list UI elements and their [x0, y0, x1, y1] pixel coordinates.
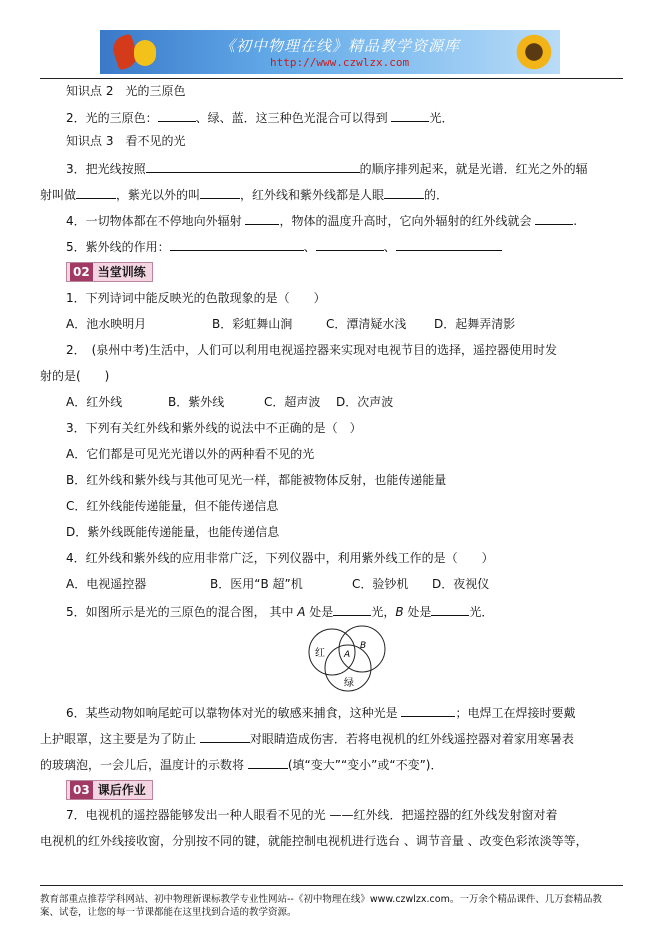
answer-blank — [158, 108, 196, 122]
exercise-6-line-2: 上护眼罩，这主要是为了防止 对眼睛造成伤害．若将电视机的红外线遥控器对着家用寒暑表 — [40, 729, 574, 747]
green-label: 绿 — [344, 678, 354, 689]
option-a: A．红外线 — [66, 395, 123, 409]
question-3-line-2: 射叫做 ，紫光以外的叫 ，红外线和紫外线都是人眼 的． — [40, 185, 448, 203]
answer-blank — [76, 185, 116, 199]
banner-url: http://www.czwlzx.com — [270, 56, 410, 69]
answer-blank — [200, 729, 250, 743]
answer-blank — [431, 602, 469, 616]
label-b: B — [360, 641, 367, 651]
answer-blank — [146, 159, 360, 173]
header-rule — [40, 78, 623, 79]
exercise-1-options — [66, 316, 515, 332]
exercise-3-stem: 3．下列有关红外线和紫外线的说法中不正确的是（ ） — [66, 421, 362, 435]
answer-blank — [333, 602, 371, 616]
option-c: C．超声波 — [264, 395, 321, 409]
color-mixing-diagram — [302, 624, 402, 692]
option-a: A．电视遥控器 — [66, 577, 147, 591]
footer-line-1: 教育部重点推荐学科网站、初中物理新课标教学专业性网站--《初中物理在线》www.czwlzx.com。一万余个精品课件、几万套精品教 — [40, 894, 602, 905]
exercise-3-option-b: B．红外线和紫外线与其他可见光一样，都能被物体反射，也能传递能量 — [66, 473, 447, 487]
answer-blank — [535, 211, 573, 225]
answer-blank — [401, 703, 455, 717]
answer-blank — [396, 237, 502, 251]
label-a: A — [344, 650, 351, 660]
logo-accent-icon — [134, 40, 156, 66]
option-b: B．紫外线 — [168, 395, 225, 409]
sunflower-icon — [514, 32, 554, 72]
exercise-2-stem-line-1: 2． (泉州中考)生活中，人们可以利用电视遥控器来实现对电视节目的选择，遥控器使用时发 — [66, 343, 558, 357]
footer-rule — [40, 885, 623, 886]
option-d: D．夜视仪 — [432, 577, 490, 591]
exercise-3-option-d: D．紫外线既能传递能量，也能传递信息 — [66, 525, 280, 539]
section-label: 课后作业 — [97, 783, 146, 797]
footer-line-2: 案、试卷，让您的每一节课都能在这里找到合适的教学资源。 — [40, 907, 297, 918]
red-label: 红 — [315, 648, 325, 659]
exercise-7-line-1: 7．电视机的遥控器能够发出一种人眼看不见的光 ——红外线．把遥控器的红外线发射窗对着 — [66, 808, 558, 822]
answer-blank — [170, 237, 304, 251]
knowledge-point-2-heading: 知识点 2 光的三原色 — [66, 84, 186, 98]
exercise-5: 5．如图所示是光的三原色的混合图， 其中 A 处是 光，B 处是 光． — [66, 602, 493, 620]
question-3-line-1: 3．把光线按照 的顺序排列起来，就是光谱．红光之外的辐 — [66, 159, 588, 177]
exercise-4-options — [66, 576, 489, 592]
banner-title: 《初中物理在线》精品教学资源库 — [220, 37, 461, 55]
answer-blank — [248, 755, 288, 769]
exercise-3-option-a: A．它们都是可见光光谱以外的两种看不见的光 — [66, 447, 315, 461]
answer-blank — [200, 185, 240, 199]
answer-blank — [245, 211, 279, 225]
exercise-2-stem-line-2: 射的是( ) — [40, 369, 110, 383]
header-banner — [100, 30, 560, 74]
option-c: C．潭清疑水浅 — [326, 317, 407, 331]
option-b: B．医用“B 超”机 — [210, 577, 303, 591]
option-c: C．验钞机 — [352, 577, 409, 591]
footer-note — [40, 893, 630, 919]
option-d: D．起舞弄清影 — [434, 317, 516, 331]
exercise-3-option-c: C．红外线能传递能量，但不能传递信息 — [66, 499, 279, 513]
section-header-02 — [66, 262, 153, 282]
section-header-03 — [66, 780, 153, 800]
exercise-6-line-1: 6．某些动物如响尾蛇可以靠物体对光的敏感来捕食，这种光是 ；电焊工在焊接时要戴 — [66, 703, 575, 721]
answer-blank — [316, 237, 384, 251]
section-label: 当堂训练 — [97, 265, 146, 279]
section-number: 03 — [70, 781, 93, 799]
exercise-4-stem: 4．红外线和紫外线的应用非常广泛，下列仪器中，利用紫外线工作的是（ ） — [66, 551, 494, 565]
question-2: 2．光的三原色： 、绿、蓝．这三种色光混合可以得到 光． — [66, 108, 453, 126]
question-5: 5．紫外线的作用： 、 、 — [66, 237, 502, 255]
answer-blank — [391, 108, 429, 122]
exercise-7-line-2: 电视机的红外线接收窗，分别按不同的键，就能控制电视机进行选台 、调节音量 、改变色彩浓淡等等， — [40, 834, 588, 848]
option-b: B．彩虹舞山涧 — [212, 317, 293, 331]
knowledge-point-3-heading: 知识点 3 看不见的光 — [66, 134, 186, 148]
option-d: D．次声波 — [336, 395, 394, 409]
option-a: A．池水映明月 — [66, 317, 147, 331]
exercise-6-line-3: 的玻璃泡，一会儿后，温度计的示数将 (填“变大”“变小”或“不变”)． — [40, 755, 443, 773]
exercise-2-options — [66, 394, 393, 410]
section-number: 02 — [70, 263, 93, 281]
exercise-1-stem: 1．下列诗词中能反映光的色散现象的是（ ） — [66, 291, 326, 305]
question-4: 4．一切物体都在不停地向外辐射 ，物体的温度升高时，它向外辐射的红外线就会 . — [66, 211, 577, 229]
answer-blank — [384, 185, 424, 199]
